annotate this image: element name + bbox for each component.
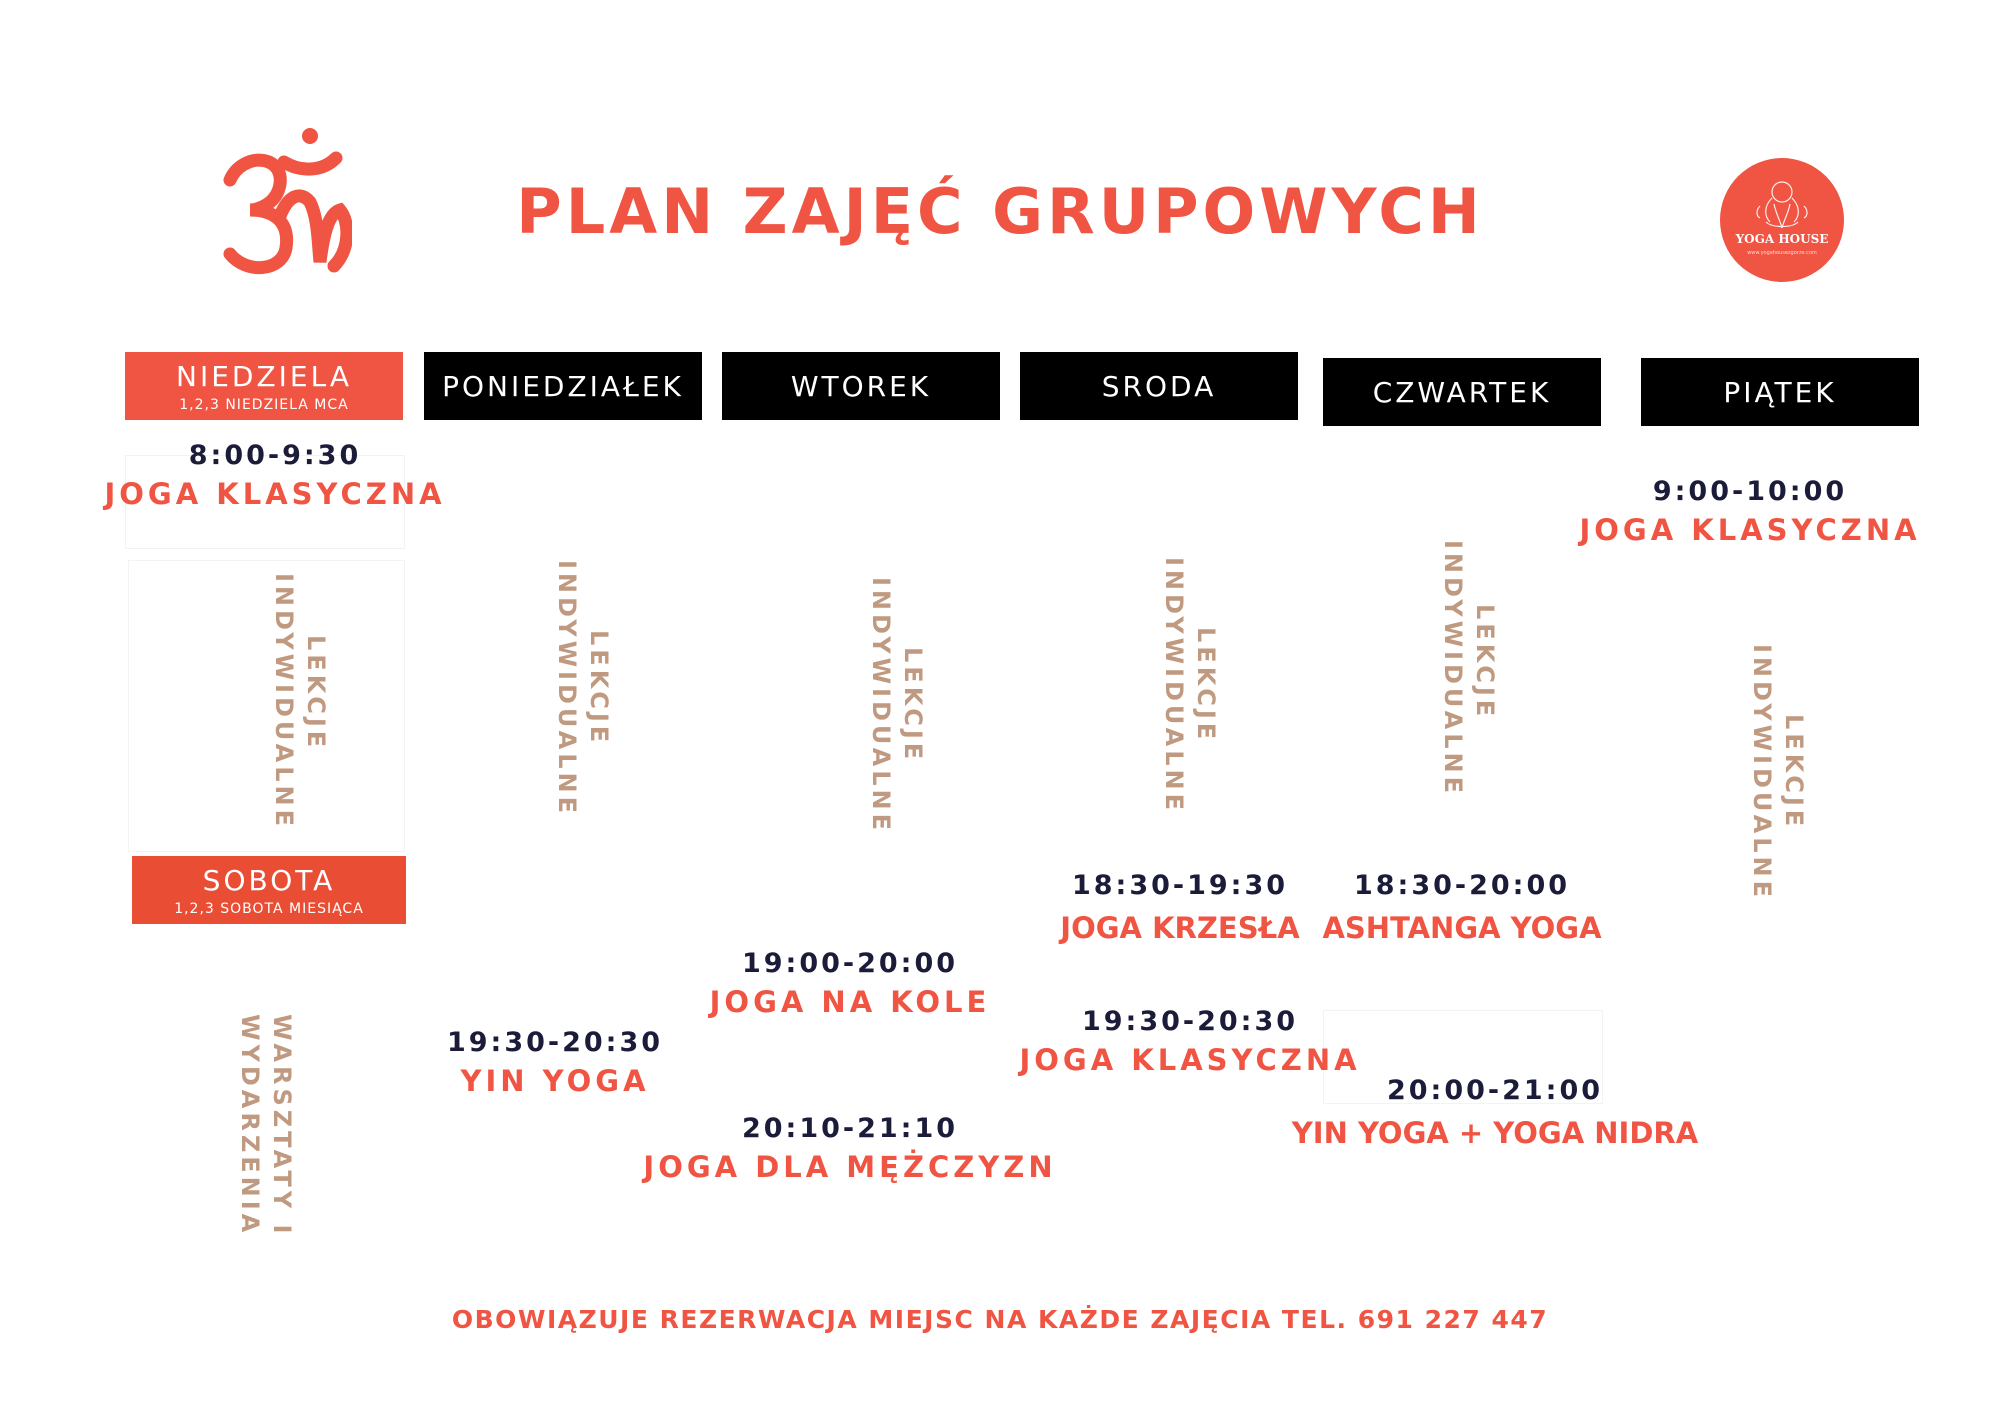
reservation-footer: OBOWIĄZUJE REZERWACJA MIEJSC NA KAŻDE ZAJĘCIA TEL. 691 227 447 [451,1305,1549,1334]
session-name: JOGA KRZESŁA [1060,911,1300,945]
day-label: WTOREK [790,369,932,403]
session-wtorek-2 [630,1113,1070,1184]
session-czwartek-2 [1285,1075,1705,1150]
session-wtorek-1 [680,948,1020,1019]
day-header-poniedzialek [424,352,702,420]
session-time: 20:00-21:00 [1386,1075,1604,1106]
day-header-sroda [1020,352,1298,420]
day-label: CZWARTEK [1372,375,1552,409]
day-header-niedziela [125,352,403,420]
individual-lessons-poniedzialek: LEKCJE INDYWIDUALNE [553,559,613,817]
individual-lessons-czwartek: LEKCJE INDYWIDUALNE [1439,540,1499,797]
day-header-czwartek [1323,358,1601,426]
day-header-wtorek [722,352,1000,420]
day-label: NIEDZIELA [176,359,352,393]
session-name: ASHTANGA YOGA [1322,911,1602,945]
day-header-piatek [1641,358,1919,426]
session-poniedzialek-1 [410,1027,700,1098]
session-time: 9:00-10:00 [1652,476,1848,507]
session-time: 19:00-20:00 [741,948,959,979]
session-time: 19:30-20:30 [446,1027,664,1058]
day-label: PONIEDZIAŁEK [442,369,684,403]
session-name: YIN YOGA + YOGA NIDRA [1291,1116,1699,1150]
individual-lessons-piatek: LEKCJE INDYWIDUALNE [1748,643,1808,901]
day-sublabel: 1,2,3 NIEDZIELA MCA [179,396,349,413]
day-label: PIĄTEK [1723,375,1837,409]
session-niedziela-1 [55,440,495,511]
session-time: 18:30-20:00 [1353,870,1571,901]
yoga-house-logo [1720,158,1844,282]
logo-text: YOGA HOUSE [1735,232,1829,246]
day-sublabel: 1,2,3 SOBOTA MIESIĄCA [174,900,364,917]
session-name: JOGA KLASYCZNA [1579,513,1921,547]
session-time: 18:30-19:30 [1071,870,1289,901]
day-label: SRODA [1101,369,1217,403]
sunday-individual-box [128,560,405,852]
session-piatek-1 [1530,476,1970,547]
session-sroda-2 [1000,1006,1380,1077]
session-time: 20:10-21:10 [741,1113,959,1144]
session-name: JOGA NA KOLE [709,985,991,1019]
session-time: 19:30-20:30 [1081,1006,1299,1037]
session-czwartek-1 [1282,870,1642,945]
individual-lessons-niedziela: LEKCJE INDYWIDUALNE [270,573,330,830]
individual-lessons-sroda: LEKCJE INDYWIDUALNE [1160,556,1220,814]
session-name: JOGA KLASYCZNA [1019,1043,1361,1077]
session-name: YIN YOGA [460,1064,650,1098]
logo-url: www.yogahousezgorze.com [1747,250,1817,256]
day-header-sobota [132,856,406,924]
session-name: JOGA KLASYCZNA [104,477,446,511]
session-name: JOGA DLA MĘŻCZYZN [643,1150,1057,1184]
individual-lessons-wtorek: LEKCJE INDYWIDUALNE [867,576,927,834]
workshops-events-label: WARSZTATY I WYDARZENIA [236,1013,296,1238]
page-title: PLAN ZAJĘĆ GRUPOWYCH [516,175,1484,248]
day-label: SOBOTA [202,863,336,897]
session-time: 8:00-9:30 [188,440,362,471]
